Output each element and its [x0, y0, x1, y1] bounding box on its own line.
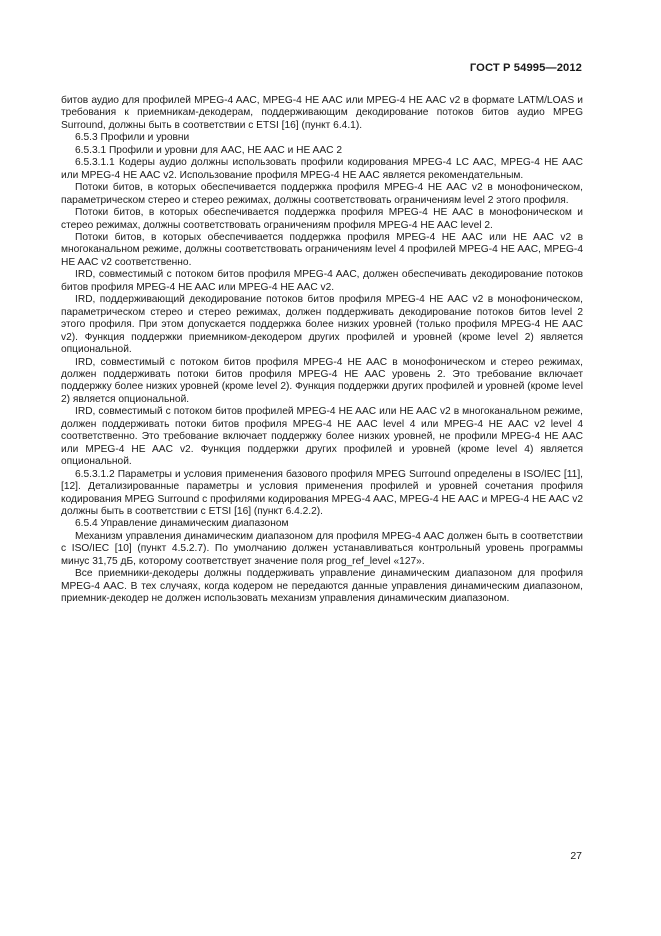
paragraph-bitstreams-he-aac-level2: Потоки битов, в которых обеспечивается поддержка профиля MPEG-4 HE AAC в монофоническом и стерео режимах, должны соответствовать ограничениям профиля MPEG-4 HE AAC level 2. [61, 207, 583, 231]
paragraph-continuation: битов аудио для профилей MPEG-4 AAC, MPEG-4 HE AAC или MPEG-4 HE AAC v2 в формате LATM/LOAS и требования к приемникам-декодерам, поддерживающим декодирование потоков битов аудио MPEG Surround, должны быть в соответствии с ETSI [16] (пункт 6.4.1). [61, 95, 583, 131]
section-heading-6-5-3-1: 6.5.3.1 Профили и уровни для AAC, HE AAC и HE AAC 2 [75, 144, 342, 156]
paragraph-drc-receivers: Все приемники-декодеры должны поддерживать управление динамическим диапазоном для профиля MPEG-4 AAC. В тех случаях, когда кодером не передаются данные управления динамическим диапазоном, приемник-декодер не должен использовать механизм управления динамическим диапазоном. [61, 568, 583, 605]
paragraph-ird-he-aac-stereo: IRD, совместимый с потоком битов профиля MPEG-4 HE AAC в монофоническом и стерео режимах, должен поддерживать потоки битов профиля MPEG-4 HE AAC уровень 2. Это требование включает поддержку более низких уровней (кроме level 2). Функция поддержки других профилей и уровней (кроме level 2) является опциональной. [61, 356, 583, 405]
section-heading-6-5-3: 6.5.3 Профили и уровни [75, 132, 190, 144]
paragraph-bitstreams-v2-level2: Потоки битов, в которых обеспечивается поддержка профиля MPEG-4 HE AAC v2 в монофоническом, параметрическом стерео и стерео режимах, должны соответствовать ограничениям level 2 этого профиля. [61, 182, 583, 206]
paragraph-ird-he-aac-v2: IRD, поддерживающий декодирование потоков битов профиля MPEG-4 HE AAC v2 в монофоническом, параметрическом стерео и стерео режимах, должен поддерживать декодирование потоков битов level 2 этого профиля. При этом допускается поддержка более низких уровней (только профиля MPEG-4 HE AAC v2). Функция поддержки приемником-декодером других профилей и уровней (кроме level 2) является опциональной. [61, 294, 583, 356]
paragraph-6-5-3-1-1: 6.5.3.1.1 Кодеры аудио должны использовать профили кодирования MPEG-4 LC AAC, MPEG-4 HE AAC или MPEG-4 HE AAC v2. Использование профиля MPEG-4 HE AAC является рекомендательным. [61, 157, 583, 181]
paragraph-ird-aac: IRD, совместимый с потоком битов профиля MPEG-4 AAC, должен обеспечивать декодирование потоков битов профиля MPEG-4 HE AAC или MPEG-4 HE AAC v2. [61, 269, 583, 293]
paragraph-6-5-3-1-2: 6.5.3.1.2 Параметры и условия применения базового профиля MPEG Surround определены в ISO/IEC [11], [12]. Детализированные параметры и условия применения профилей и уровней сочетания профиля кодирования MPEG Surround с профилями кодирования MPEG-4 AAC, MPEG-4 HE AAC и MPEG-4 HE AAC v2 должны быть в соответствии с ETSI [16] (пункт 6.4.2.2). [61, 468, 584, 517]
paragraph-bitstreams-multichannel: Потоки битов, в которых обеспечивается поддержка профиля MPEG-4 HE AAC или HE AAC v2 в многоканальном режиме, должны соответствовать ограничениям level 4 профилей MPEG-4 HE AAC, MPEG-4 HE AAC v2 соответственно. [61, 231, 583, 268]
document-body [61, 95, 583, 606]
paragraph-drc-mechanism: Механизм управления динамическим диапазоном для профиля MPEG-4 AAC должен быть в соответствии с ISO/IEC [10] (пункт 4.5.2.7). По умолчанию должен устанавливаться контрольный уровень программы минус 31,75 дБ, которому соответствует значение поля prog_ref_level «127». [61, 530, 583, 567]
standard-id-header: ГОСТ Р 54995—2012 [469, 62, 582, 74]
page-number: 27 [570, 850, 582, 862]
paragraph-ird-multichannel: IRD, совместимый с потоком битов профилей MPEG-4 HE AAC или HE AAC v2 в многоканальном режиме, должен поддерживать потоки битов профиля MPEG-4 HE AAC level 4 или MPEG-4 HE AAC v2 level 4 соответственно. Это требование включает поддержку более низких уровней, не профили MPEG-4 HE AAC или MPEG-4 HE AAC v2. Функция поддержки других профилей и уровней (кроме level 4) является опциональной. [61, 406, 583, 468]
section-heading-6-5-4: 6.5.4 Управление динамическим диапазоном [75, 518, 289, 530]
